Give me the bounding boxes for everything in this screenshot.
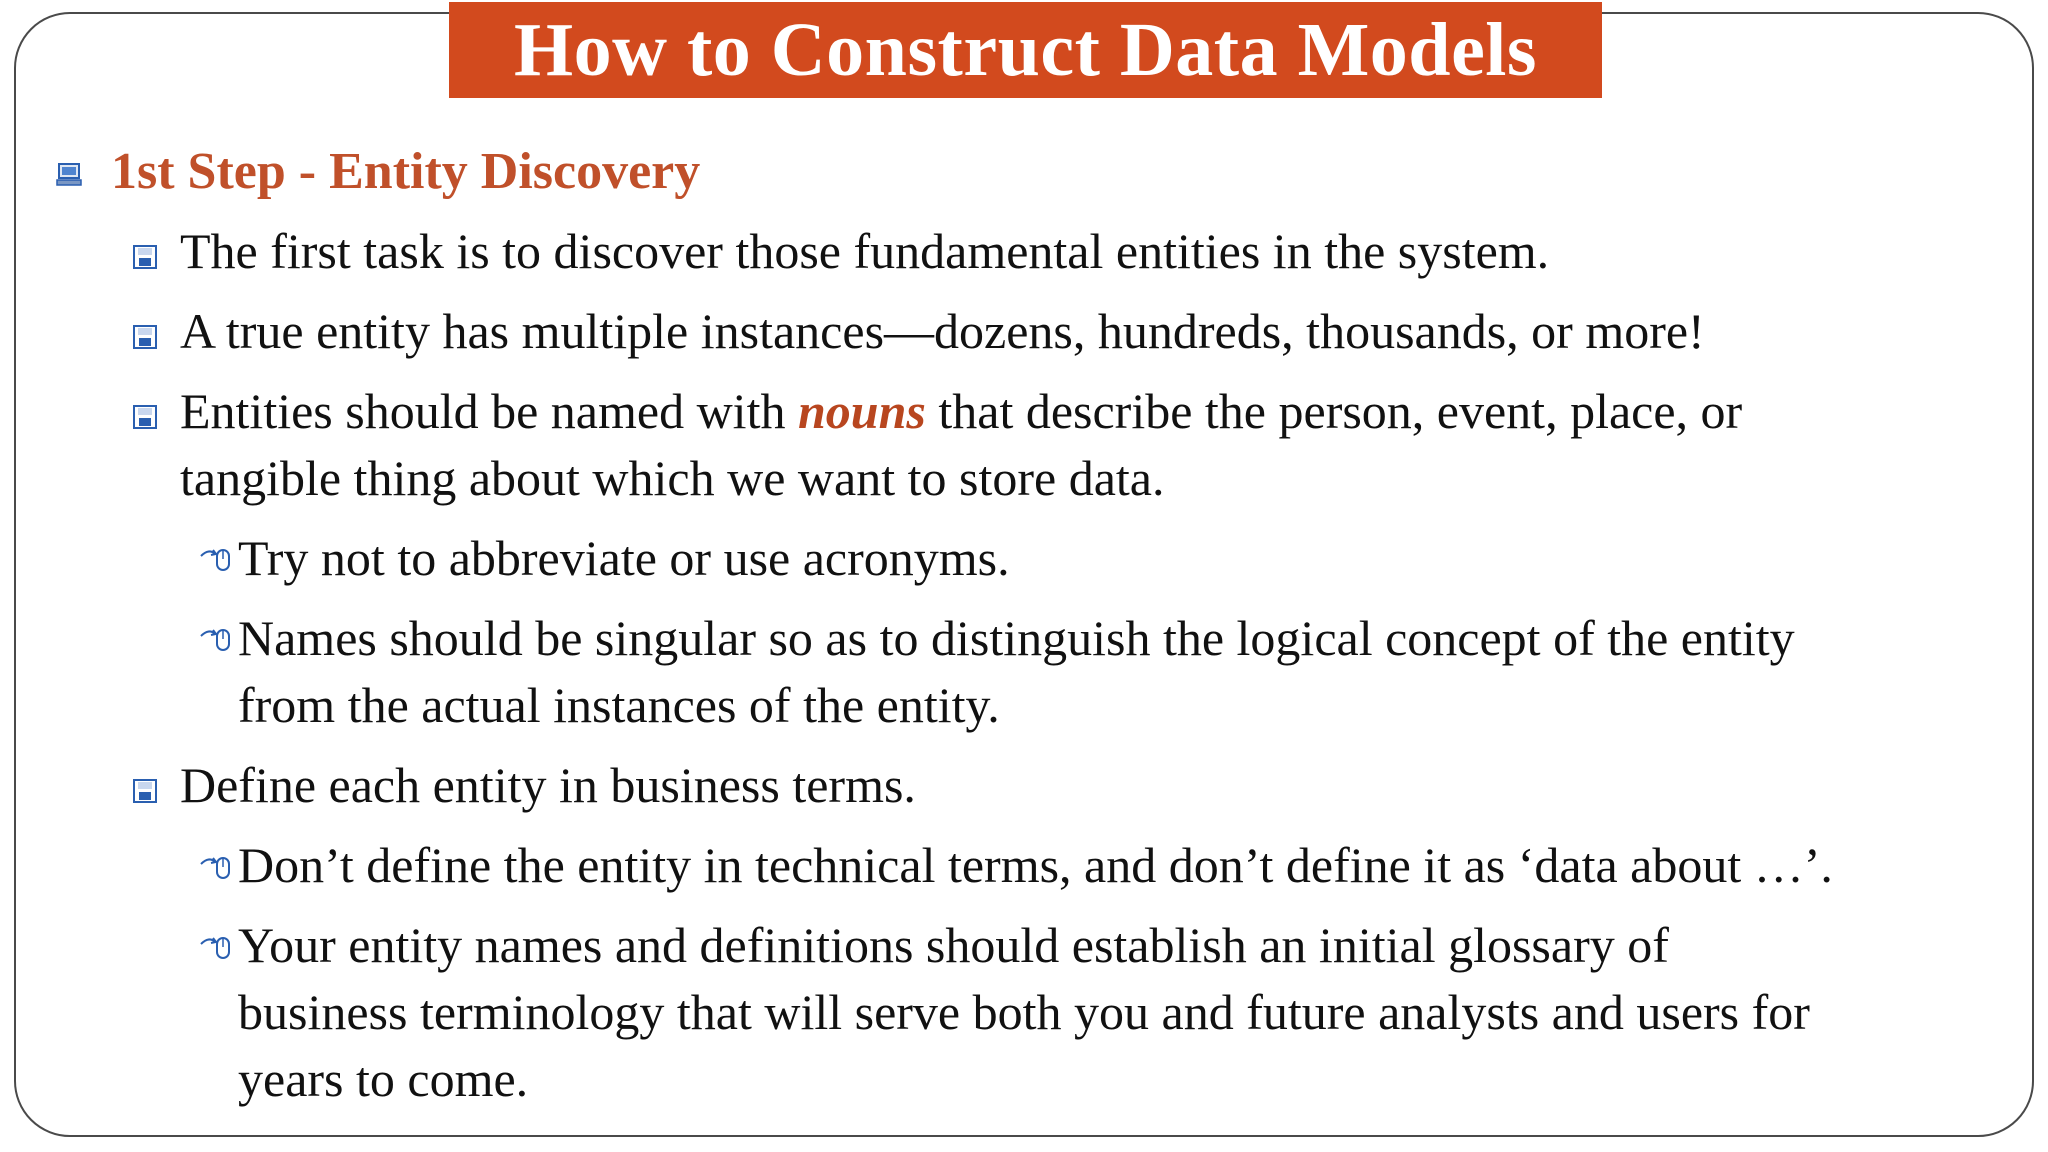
slide-title: How to Construct Data Models <box>513 7 1537 92</box>
sub-glossary-line2: business terminology that will serve both you and future analysts and users for <box>238 984 1810 1040</box>
bullet-naming-nouns-line2: tangible thing about which we want to store data. <box>180 450 1165 506</box>
mouse-pointer-icon <box>199 852 233 882</box>
bullet-discover-entities: The first task is to discover those fundamental entities in the system. <box>180 223 1550 279</box>
mouse-pointer-icon <box>199 932 233 962</box>
sub-singular-names-line2: from the actual instances of the entity. <box>238 677 1000 733</box>
mouse-pointer-icon <box>199 544 233 574</box>
title-banner <box>449 2 1602 98</box>
sub-not-technical: Don’t define the entity in technical terms, and don’t define it as ‘data about …’. <box>238 837 1833 893</box>
sub-singular-names: Names should be singular so as to distinguish the logical concept of the entity <box>238 610 1795 666</box>
floppy-disk-icon <box>133 405 157 429</box>
floppy-disk-icon <box>133 245 157 269</box>
sub-glossary: Your entity names and definitions should establish an initial glossary of <box>238 917 1669 973</box>
bullet-naming-nouns <box>180 379 1742 443</box>
step-heading: 1st Step - Entity Discovery <box>111 143 701 200</box>
bullet-business-terms: Define each entity in business terms. <box>180 757 916 813</box>
monitor-icon <box>56 163 82 187</box>
nouns-emphasis: nouns <box>797 383 926 439</box>
bullet-true-entity: A true entity has multiple instances—dozens, hundreds, thousands, or more! <box>180 303 1705 359</box>
sub-no-abbreviations: Try not to abbreviate or use acronyms. <box>238 530 1010 586</box>
floppy-disk-icon <box>133 325 157 349</box>
bullet-naming-text-after: that describe the person, event, place, or <box>925 383 1743 439</box>
mouse-pointer-icon <box>199 624 233 654</box>
sub-glossary-line3: years to come. <box>238 1051 529 1107</box>
floppy-disk-icon <box>133 779 157 803</box>
bullet-naming-text-before: Entities should be named with <box>180 383 798 439</box>
